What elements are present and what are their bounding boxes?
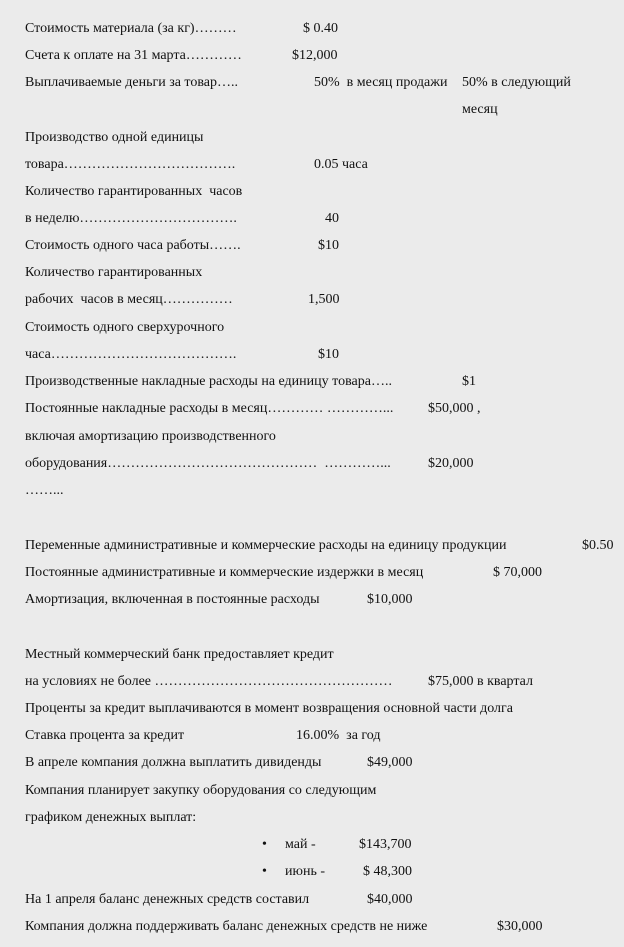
bank-credit-label: Местный коммерческий банк предоставляет кредит bbox=[25, 647, 334, 662]
payment-terms-label: Выплачиваемые деньги за товар….. bbox=[25, 75, 239, 90]
bullet-icon: • bbox=[262, 837, 267, 852]
fixed-overhead-label: Постоянные накладные расходы в месяц………… …………... bbox=[25, 401, 394, 416]
bullet-icon: • bbox=[262, 864, 267, 879]
admin-depreciation-value: $10,000 bbox=[367, 592, 413, 607]
june-payment-value: $ 48,300 bbox=[363, 864, 412, 879]
payment-terms-value-3: месяц bbox=[462, 102, 498, 117]
variable-admin-value: $0.50 bbox=[582, 538, 614, 553]
unit-production-value: 0.05 часа bbox=[314, 157, 368, 172]
guaranteed-hours-label: Количество гарантированных часов bbox=[25, 184, 243, 199]
variable-admin-label: Переменные административные и коммерческие расходы на единицу продукции bbox=[25, 538, 507, 553]
depreciation-label: включая амортизацию производственного bbox=[25, 429, 276, 444]
dividends-value: $49,000 bbox=[367, 755, 413, 770]
interest-rate-label: Ставка процента за кредит bbox=[25, 728, 185, 743]
ellipsis-line: ……... bbox=[25, 483, 64, 498]
unit-production-label: Производство одной единицы bbox=[25, 130, 204, 145]
fixed-overhead-value: $50,000 , bbox=[428, 401, 481, 416]
fixed-admin-label: Постоянные административные и коммерческие издержки в месяц bbox=[25, 565, 424, 580]
min-cash-balance-label: Компания должна поддерживать баланс денежных средств не ниже bbox=[25, 919, 428, 934]
bank-credit-label-2: на условиях не более …………………………………………… bbox=[25, 674, 393, 689]
admin-depreciation-label: Амортизация, включенная в постоянные расходы bbox=[25, 592, 320, 607]
material-cost-label: Стоимость материала (за кг)……… bbox=[25, 21, 237, 36]
payment-terms-value-2: 50% в следующий bbox=[462, 75, 571, 90]
hour-cost-label: Стоимость одного часа работы……. bbox=[25, 238, 241, 253]
overtime-cost-value: $10 bbox=[318, 347, 339, 362]
depreciation-value: $20,000 bbox=[428, 456, 474, 471]
guaranteed-hours-value: 40 bbox=[325, 211, 339, 226]
fixed-admin-value: $ 70,000 bbox=[493, 565, 542, 580]
guaranteed-hours-label-2: в неделю……………………………. bbox=[25, 211, 237, 226]
overtime-cost-label-2: часа…………………………………. bbox=[25, 347, 237, 362]
bank-credit-value: $75,000 в квартал bbox=[428, 674, 533, 689]
june-payment-label: июнь - bbox=[285, 864, 325, 879]
equipment-plan-label-2: графиком денежных выплат: bbox=[25, 810, 197, 825]
material-cost-value: $ 0.40 bbox=[303, 21, 338, 36]
hour-cost-value: $10 bbox=[318, 238, 339, 253]
may-payment-value: $143,700 bbox=[359, 837, 412, 852]
overtime-cost-label: Стоимость одного сверхурочного bbox=[25, 320, 225, 335]
dividends-label: В апреле компания должна выплатить дивиденды bbox=[25, 755, 322, 770]
payment-terms-value-1: 50% в месяц продажи bbox=[314, 75, 448, 90]
monthly-hours-value: 1,500 bbox=[308, 292, 340, 307]
unit-production-label-2: товара………………………………. bbox=[25, 157, 236, 172]
equipment-plan-label: Компания планирует закупку оборудования со следующим bbox=[25, 783, 377, 798]
variable-overhead-label: Производственные накладные расходы на единицу товара….. bbox=[25, 374, 392, 389]
may-payment-label: май - bbox=[285, 837, 316, 852]
monthly-hours-label-2: рабочих часов в месяц…………… bbox=[25, 292, 233, 307]
min-cash-balance-value: $30,000 bbox=[497, 919, 543, 934]
cash-balance-value: $40,000 bbox=[367, 892, 413, 907]
depreciation-label-2: оборудования……………………………………… …………... bbox=[25, 456, 391, 471]
monthly-hours-label: Количество гарантированных bbox=[25, 265, 203, 280]
payables-label: Счета к оплате на 31 марта………… bbox=[25, 48, 242, 63]
payables-value: $12,000 bbox=[292, 48, 338, 63]
interest-payment-text: Проценты за кредит выплачиваются в момент возвращения основной части долга bbox=[25, 701, 513, 716]
cash-balance-label: На 1 апреля баланс денежных средств составил bbox=[25, 892, 310, 907]
interest-rate-value: 16.00% за год bbox=[296, 728, 381, 743]
variable-overhead-value: $1 bbox=[462, 374, 476, 389]
